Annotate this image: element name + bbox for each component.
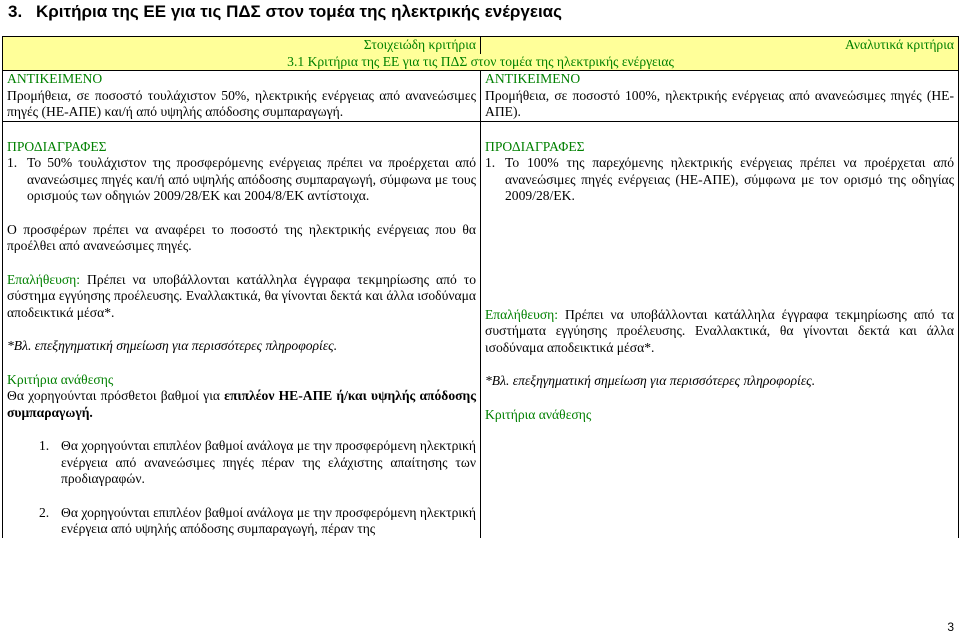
col1-header: Στοιχειώδη κριτήρια xyxy=(3,37,481,54)
criteria-table xyxy=(2,36,959,538)
page-number: 3 xyxy=(947,620,954,634)
right-detail-cell xyxy=(481,121,959,538)
col2-header: Αναλυτικά κριτήρια xyxy=(481,37,959,54)
left-bidder-text: Ο προσφέρων πρέπει να αναφέρει το ποσοστό της ηλεκτρικής ενέργειας που θα προέλθει από ανανεώσιμες πηγές. xyxy=(7,221,476,253)
left-spec-item: 1. Το 50% τουλάχιστον της προσφερόμενης ενέργειας πρέπει να προέρχεται από ανανεώσιμες πηγές και/ή από υψηλής απόδοσης συμπαραγωγή, σύμφωνα με τους ορισμούς των οδηγιών 2009/28/ΕΚ και 2004/8/ΕΚ αντίστοιχα. xyxy=(7,155,476,203)
left-verification: Επαλήθευση: Πρέπει να υποβάλλονται κατάλληλα έγγραφα τεκμηρίωσης από το σύστημα εγγύησης προέλευσης. Εναλλακτικά, θα γίνονται δεκτά και άλλα ισοδύναμα αποδεικτικά μέσα*. xyxy=(7,271,476,320)
list-item: 2. Θα χορηγούνται επιπλέον βαθμοί ανάλογα με την προσφερόμενη ηλεκτρική ενέργεια από υψηλής απόδοσης συμπαραγωγή, πέραν της xyxy=(39,504,477,536)
left-subject-text: Προμήθεια, σε ποσοστό τουλάχιστον 50%, ηλεκτρικής ενέργειας από ανανεώσιμες πηγές (ΗΕ-ΑΠΕ) και/ή από υψηλής απόδοσης συμπαραγωγή. xyxy=(7,87,476,119)
list-item: 1. Θα χορηγούνται επιπλέον βαθμοί ανάλογα με την προσφερόμενη ηλεκτρική ενέργεια από ανανεώσιμες πηγές πέραν της ελάχιστης απαίτησης των προδιαγραφών. xyxy=(39,438,477,486)
right-verification-label: Επαλήθευση: xyxy=(485,306,559,322)
left-verification-label: Επαλήθευση: xyxy=(7,271,81,287)
table-header-row xyxy=(3,37,959,54)
right-subject-cell xyxy=(481,71,959,122)
section-number: 3. xyxy=(8,2,23,21)
left-subject-label: ΑΝΤΙΚΕΙΜΕΝΟ xyxy=(7,71,103,86)
left-spec-label: ΠΡΟΔΙΑΓΡΑΦΕΣ xyxy=(7,138,107,154)
left-award-label: Κριτήρια ανάθεσης xyxy=(7,371,114,387)
section-heading xyxy=(8,2,562,22)
left-note: *Βλ. επεξηγηματική σημείωση για περισσότερες πληροφορίες. xyxy=(7,338,338,353)
section-title: Κριτήρια της ΕΕ για τις ΠΔΣ στον τομέα της ηλεκτρικής ενέργειας xyxy=(36,2,562,21)
detail-row xyxy=(3,121,959,538)
right-note: *Βλ. επεξηγηματική σημείωση για περισσότερες πληροφορίες. xyxy=(485,373,816,388)
right-verification: Επαλήθευση: Πρέπει να υποβάλλονται κατάλληλα έγγραφα τεκμηρίωσης από τα συστήματα εγγύησης προέλευσης. Εναλλακτικά, θα γίνονται δεκτά και άλλα ισοδύναμα αποδεικτικά μέσα*. xyxy=(485,306,954,355)
right-subject-label: ΑΝΤΙΚΕΙΜΕΝΟ xyxy=(485,71,581,86)
right-spec-label: ΠΡΟΔΙΑΓΡΑΦΕΣ xyxy=(485,138,585,154)
right-subject-text: Προμήθεια, σε ποσοστό 100%, ηλεκτρικής ενέργειας από ανανεώσιμες πηγές (ΗΕ-ΑΠΕ). xyxy=(485,87,954,119)
right-award-label: Κριτήρια ανάθεσης xyxy=(485,406,592,422)
left-award-intro: Θα χορηγούνται πρόσθετοι βαθμοί για επιπλέον ΗΕ-ΑΠΕ ή/και υψηλής απόδοσης συμπαραγωγή. xyxy=(7,388,476,420)
left-subject-cell xyxy=(3,71,481,122)
right-spec-item: 1. Το 100% της παρεχόμενης ηλεκτρικής ενέργειας πρέπει να προέρχεται από ανανεώσιμες πηγές ενέργειας (ΗΕ-ΑΠΕ), σύμφωνα με τον ορισμό της οδηγίας 2009/28/ΕΚ. xyxy=(485,155,954,203)
subject-row xyxy=(3,71,959,122)
section-subtitle: 3.1 Κριτήρια της ΕΕ για τις ΠΔΣ στον τομέα της ηλεκτρικής ενέργειας xyxy=(3,54,959,71)
section-title-row xyxy=(3,54,959,71)
left-detail-cell xyxy=(3,121,481,538)
